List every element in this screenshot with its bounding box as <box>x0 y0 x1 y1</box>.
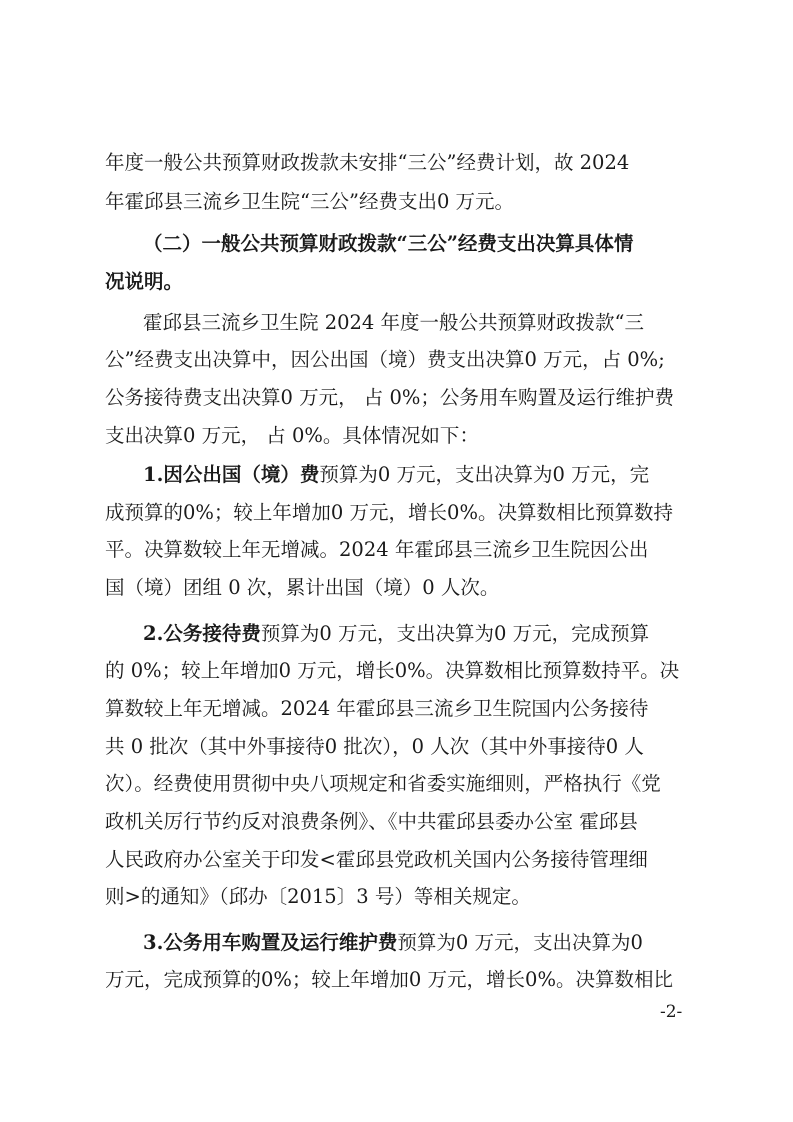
text-line-17: 次）。经费使用贯彻中央八项规定和省委实施细则，严格执行《党 <box>105 772 661 795</box>
text-line-22: 万元，完成预算的0%；较上年增加0 万元，增长0%。决算数相比 <box>105 968 673 991</box>
text-line-2: 年霍邱县三流乡卫生院“三公”经费支出0 万元。 <box>105 190 515 213</box>
text-line-11: 平。决算数较上年无增减。2024 年霍邱县三流乡卫生院因公出 <box>105 538 649 561</box>
text-line-19: 人民政府办公室关于印发<霍邱县党政机关国内公务接待管理细 <box>105 848 648 871</box>
item-1-heading: 1.因公出国（境）费 <box>143 463 320 486</box>
text-line-12: 国（境）团组 0 次，累计出国（境）0 人次。 <box>105 576 500 599</box>
section-heading-cont: 况说明。 <box>105 270 184 293</box>
text-line-13 <box>143 620 695 648</box>
item-2-text: 预算为0 万元，支出决算为0 万元，完成预算 <box>260 622 650 645</box>
text-line-15: 算数较上年无增减。2024 年霍邱县三流乡卫生院国内公务接待 <box>105 697 649 720</box>
text-line-18: 政机关厉行节约反对浪费条例》、《中共霍邱县委办公室 霍邱县 <box>105 810 638 833</box>
text-line-8: 支出决算0 万元， 占 0%。具体情况如下： <box>105 424 479 447</box>
text-line-10: 成预算的0%；较上年增加0 万元，增长0%。决算数相比预算数持 <box>105 501 673 524</box>
item-3-heading: 3.公务用车购置及运行维护费 <box>143 931 398 954</box>
page-number: -2- <box>660 1002 683 1022</box>
text-line-21 <box>143 929 695 957</box>
section-heading: （二）一般公共预算财政拨款“三公”经费支出决算具体情 <box>143 232 634 255</box>
text-line-1: 年度一般公共预算财政拨款未安排“三公”经费计划，故 2024 <box>105 151 630 174</box>
text-line-7: 公务接待费支出决算0 万元， 占 0%；公务用车购置及运行维护费 <box>105 386 674 409</box>
item-1-text: 预算为0 万元，支出决算为0 万元，完 <box>319 463 650 486</box>
text-line-16: 共 0 批次（其中外事接待0 批次），0 人次（其中外事接待0 人 <box>105 735 644 758</box>
item-3-text: 预算为0 万元，支出决算为0 <box>397 931 643 954</box>
text-line-9 <box>143 461 695 489</box>
text-line-20: 则>的通知》（邱办〔2015〕3 号）等相关规定。 <box>105 885 531 908</box>
text-line-5: 霍邱县三流乡卫生院 2024 年度一般公共预算财政拨款“三 <box>143 311 644 334</box>
text-line-14: 的 0%；较上年增加0 万元，增长0%。决算数相比预算数持平。决 <box>105 659 680 682</box>
text-line-6: 公”经费支出决算中，因公出国（境）费支出决算0 万元，占 0%; <box>105 348 665 371</box>
item-2-heading: 2.公务接待费 <box>143 622 261 645</box>
